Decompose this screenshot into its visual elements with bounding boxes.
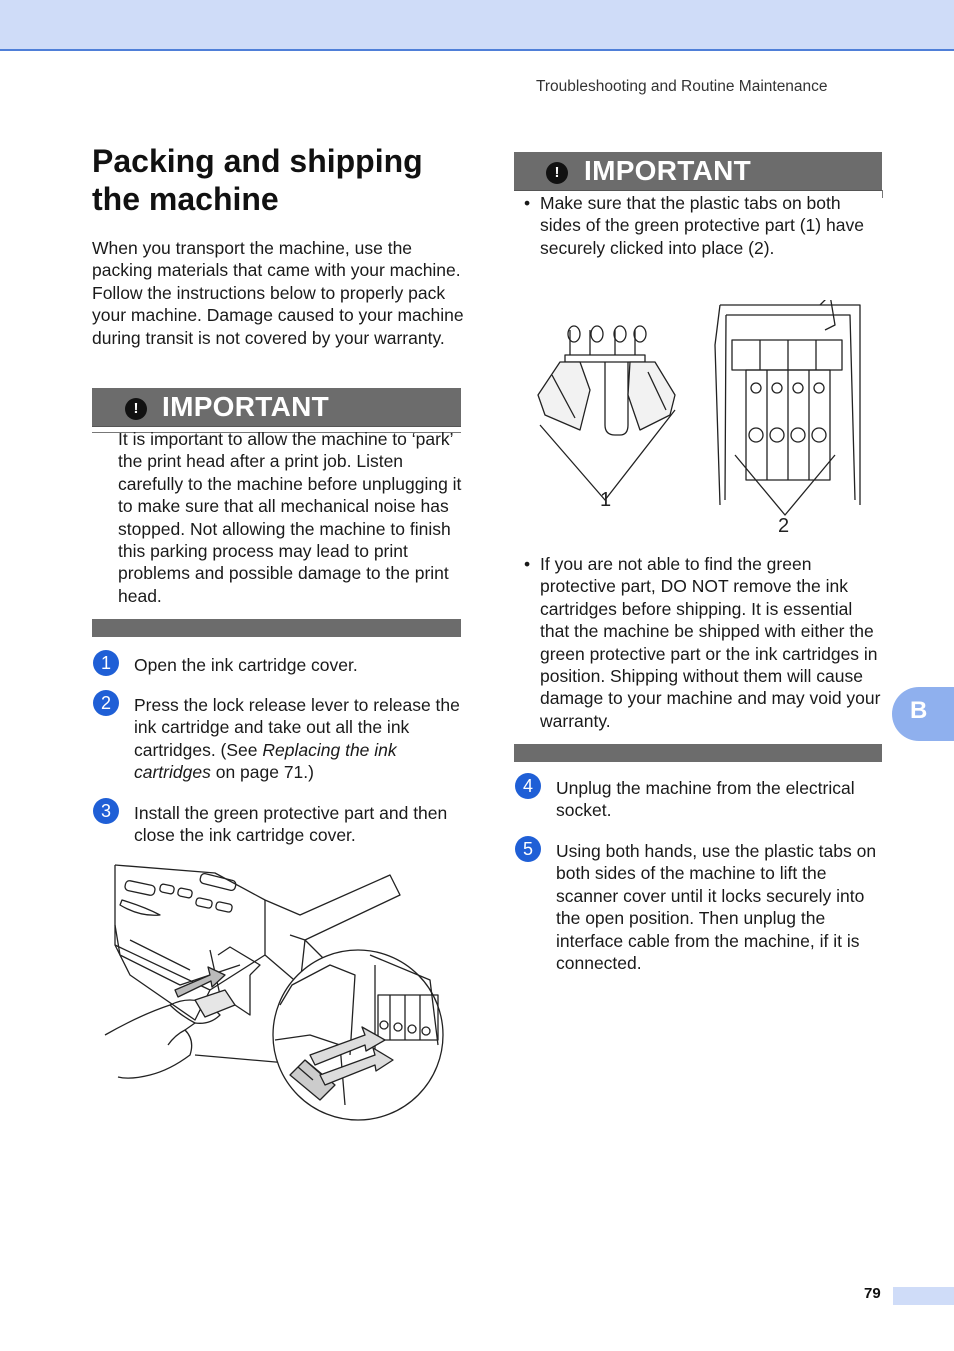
intro-paragraph: When you transport the machine, use the packing materials that came with your machine. Follow the instructions below to properly pack your machine. Damage caused to your machine during transit is not covered by your warranty.	[92, 238, 464, 348]
important-label-right: IMPORTANT	[584, 155, 752, 186]
step-number-5: 5	[515, 836, 541, 862]
important-bar-left	[92, 388, 461, 426]
step-number-1: 1	[93, 650, 119, 676]
step-number-2: 2	[93, 690, 119, 716]
step-text-1: Open the ink cartridge cover.	[134, 655, 358, 675]
page-title-line-1: Packing and shipping	[92, 143, 423, 179]
step-2-link-text: Replacing the ink cartridges	[134, 739, 397, 783]
running-head: Troubleshooting and Routine Maintenance	[536, 78, 828, 95]
callout-2: 2	[778, 515, 790, 537]
page-number: 79	[864, 1285, 881, 1302]
page-title-line-2: the machine	[92, 181, 279, 217]
important-text-left: It is important to allow the machine to ‘park’ the print head after a print job. Listen carefully to the machine before unplugging it to make sure that all mechanical noise has stopped. Not allowing the machine to finish this parking process may lead to print problems and possible damage to the print head.	[118, 429, 462, 606]
exclamation-icon: !	[125, 398, 147, 420]
important-bullet-2: If you are not able to find the green protective part, DO NOT remove the ink cartridges before shipping. It is essential that the machine be shipped with either the green protective part or the ink cartridges in position. Shipping without them will cause damage to your machine and may void your warranty.	[540, 554, 881, 731]
exclamation-icon: !	[546, 162, 568, 184]
important-end-bar-right	[514, 744, 882, 762]
step-text-5: Using both hands, use the plastic tabs on both sides of the machine to lift the scanner cover until it locks securely into the open position. Then unplug the interface cable from the machine, if it is connected.	[556, 841, 877, 974]
step-number-3: 3	[93, 798, 119, 824]
footer-band	[893, 1287, 954, 1305]
important-rule-right	[882, 190, 883, 198]
install-protective-part-illustration	[100, 855, 450, 1125]
step-2-text-end: on page 71.)	[210, 762, 314, 783]
step-text-4: Unplug the machine from the electrical socket.	[556, 778, 855, 821]
chapter-tab-letter: B	[910, 697, 928, 724]
step-text-3: Install the green protective part and then close the ink cartridge cover.	[134, 803, 448, 846]
callout-1: 1	[600, 489, 612, 511]
important-label-left: IMPORTANT	[162, 391, 330, 422]
important-end-bar-left	[92, 619, 461, 637]
step-text-2	[134, 694, 464, 784]
bullet-marker-1: •	[524, 193, 531, 213]
protective-part-tabs-illustration	[530, 300, 875, 545]
chapter-tab	[892, 687, 954, 741]
bullet-marker-2: •	[524, 554, 531, 574]
important-bar-right	[514, 152, 882, 190]
header-band	[0, 0, 954, 51]
important-bullet-1: Make sure that the plastic tabs on both sides of the green protective part (1) have securely clicked into place (2).	[540, 193, 864, 258]
step-number-4: 4	[515, 773, 541, 799]
step-2-text-start: Press the lock release lever to release the ink cartridge and take out all the ink cartridges. (See	[134, 695, 460, 760]
page-title	[92, 142, 472, 218]
